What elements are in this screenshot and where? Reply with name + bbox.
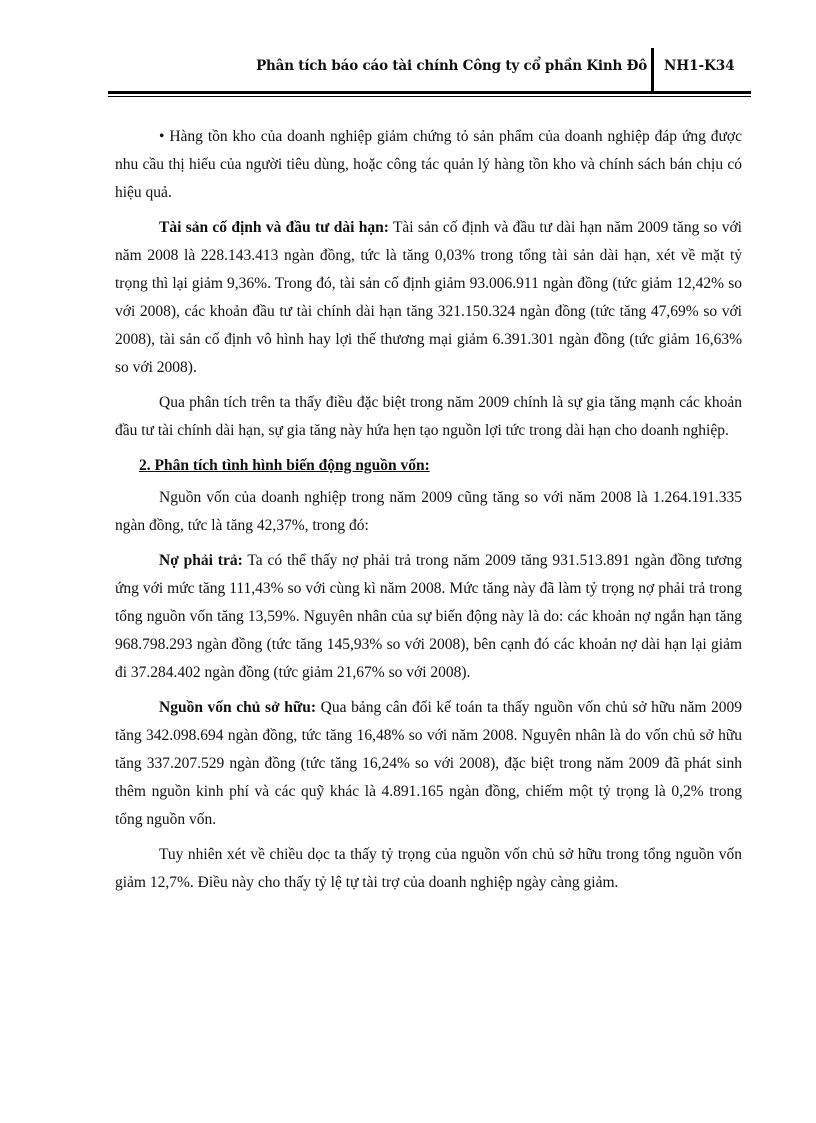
paragraph-equity <box>115 694 742 834</box>
paragraph-vertical-analysis: Tuy nhiên xét về chiều dọc ta thấy tỷ trọng của nguồn vốn chủ sở hữu trong tổng nguồn vốn giảm 12,7%. Điều này cho thấy tỷ lệ tự tài trợ của doanh nghiệp ngày càng giảm. <box>115 846 742 891</box>
header-rule-thin <box>108 96 751 97</box>
header-code: NH1-K34 <box>664 58 735 74</box>
paragraph-liabilities <box>115 547 742 687</box>
document-body <box>115 123 742 904</box>
fixed-assets-label: Tài sản cố định và đầu tư dài hạn: <box>159 219 389 236</box>
header-rule <box>108 91 751 94</box>
section-heading: 2. Phân tích tình hình biến động nguồn vốn: <box>139 457 430 474</box>
equity-text: Qua bảng cân đối kế toán ta thấy nguồn vốn chủ sở hữu năm 2009 tăng 342.098.694 ngàn đồng, tức tăng 16,48% so với năm 2008. Nguyên nhân là do vốn chủ sở hữu tăng 337.207.529 ngàn đồng (tức tăng 16,24% so với 2008), đặc biệt trong năm 2009 đã phát sinh thêm nguồn kinh phí và các quỹ khác là 4.891.165 ngàn đồng, chiếm một tỷ trọng là 0,2% trong tổng nguồn vốn. <box>115 699 743 828</box>
liabilities-label: Nợ phải trả: <box>159 552 243 569</box>
paragraph-analysis-conclusion: Qua phân tích trên ta thấy điều đặc biệt trong năm 2009 chính là sự gia tăng mạnh các khoản đầu tư tài chính dài hạn, sự gia tăng này hứa hẹn tạo nguồn lợi tức trong dài hạn cho doanh nghiệp. <box>115 394 742 439</box>
fixed-assets-text: Tài sản cố định và đầu tư dài hạn năm 2009 tăng so với năm 2008 là 228.143.413 ngàn đồng, tức là tăng 0,03% trong tổng tài sản dài hạn, xét về mặt tỷ trọng thì lại giảm 9,36%. Trong đó, tài sản cố định giảm 93.006.911 ngàn đồng (tức giảm 12,42% so với 2008), các khoản đầu tư tài chính dài hạn tăng 321.150.324 ngàn đồng (tức tăng 47,69% so với 2008), tài sản cố định vô hình hay lợi thế thương mại giảm 6.391.301 ngàn đồng (tức giảm 16,63% so với 2008). <box>115 219 742 376</box>
liabilities-text: Ta có thể thấy nợ phải trả trong năm 2009 tăng 931.513.891 ngàn đồng tương ứng với mức tăng 111,43% so với cùng kì năm 2008. Mức tăng này đã làm tỷ trọng nợ phải trả trong tổng nguồn vốn tăng 13,59%. Nguyên nhân của sự biến động này là do: các khoản nợ ngắn hạn tăng 968.798.293 ngàn đồng (tức tăng 145,93% so với 2008), bên cạnh đó các khoản nợ dài hạn lại giảm đi 37.284.402 ngàn đồng (tức giảm 21,67% so với 2008). <box>115 552 742 681</box>
paragraph-capital-sources: Nguồn vốn của doanh nghiệp trong năm 2009 cũng tăng so với năm 2008 là 1.264.191.335 ngàn đồng, tức là tăng 42,37%, trong đó: <box>115 489 742 534</box>
header-title: Phân tích báo cáo tài chính Công ty cổ phần Kinh Đô <box>256 58 647 74</box>
header-divider <box>651 48 654 91</box>
paragraph-fixed-assets <box>115 214 742 382</box>
page-header <box>108 48 751 94</box>
paragraph-inventory: • Hàng tồn kho của doanh nghiệp giảm chứng tỏ sản phẩm của doanh nghiệp đáp ứng được nhu cầu thị hiếu của người tiêu dùng, hoặc công tác quản lý hàng tồn kho và chính sách bán chịu có hiệu quả. <box>115 128 742 201</box>
equity-label: Nguồn vốn chủ sở hữu: <box>159 699 316 716</box>
